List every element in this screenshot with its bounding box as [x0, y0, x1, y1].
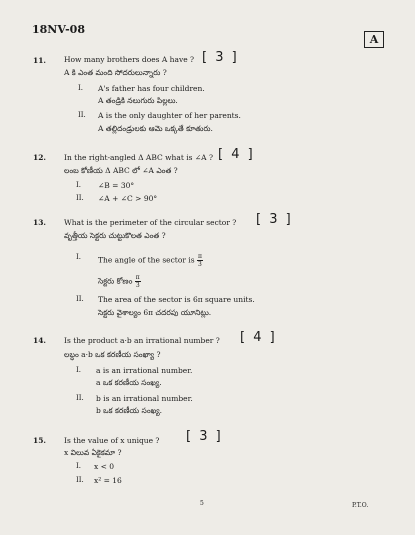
question-13-number: 13.: [33, 218, 47, 227]
q11-statement-1-telugu: A తండ్రికి నలుగురు పిల్లలు.: [98, 96, 178, 105]
q12-statement-1-roman: I.: [76, 181, 81, 189]
q12-statement-1-text: ∠B = 30°: [98, 181, 135, 190]
q15-statement-2-roman: II.: [76, 476, 84, 484]
question-14-text: Is the product a·b an irrational number ?: [64, 336, 220, 345]
q13-statement-1-label: The angle of the sector is: [98, 255, 195, 265]
q11-statement-1-text: A's father has four children.: [98, 84, 205, 93]
set-label-box: A: [364, 31, 384, 48]
question-12-telugu: లంబ కోణీయ Δ ABC లో ∠A ఎంత ?: [64, 166, 178, 175]
q15-statement-2-text: x² = 16: [94, 476, 122, 485]
fraction-denominator: 3: [135, 282, 140, 289]
fraction-denominator: 3: [198, 261, 202, 268]
q14-statement-1-text: a is an irrational number.: [96, 366, 193, 375]
question-13-telugu: వృత్తీయ సెక్టరు చుట్టుకొలత ఎంత ?: [64, 231, 166, 240]
q11-statement-1-roman: I.: [78, 84, 83, 92]
q13-statement-2-roman: II.: [76, 295, 84, 303]
question-14-number: 14.: [33, 336, 47, 345]
question-15-answer: [ 3 ]: [186, 429, 223, 444]
pto-label: P.T.O.: [352, 502, 369, 509]
question-13-answer: [ 3 ]: [256, 212, 293, 227]
q11-statement-2-telugu: A తల్లిదండ్రులకు ఆమె ఒక్కతే కూతురు.: [98, 124, 213, 133]
q12-statement-2-text: ∠A + ∠C > 90°: [98, 194, 158, 203]
q13-statement-1-telugu: [98, 274, 141, 289]
fraction-numerator: π: [197, 253, 202, 260]
q11-statement-2-roman: II.: [78, 111, 86, 119]
question-14-answer: [ 4 ]: [240, 330, 277, 345]
q13-statement-1-roman: I.: [76, 253, 81, 261]
q13-statement-2-telugu: సెక్టరు వైశాల్యం 6π చదరపు యూనిట్లు.: [98, 308, 212, 317]
pi-over-3-fraction-telugu: [135, 274, 141, 289]
question-12-text: In the right-angled Δ ABC what is ∠A ?: [64, 153, 213, 162]
q13-statement-2-text: The area of the sector is 6π square units.: [98, 295, 255, 304]
question-11-telugu: A కి ఎంత మంది సోదరులున్నారు ?: [64, 68, 167, 77]
question-15-telugu: x విలువ ఏకైకమా ?: [64, 448, 122, 457]
q11-statement-2-text: A is the only daughter of her parents.: [98, 111, 241, 120]
question-15-number: 15.: [33, 436, 47, 445]
question-12-number: 12.: [33, 153, 47, 162]
q12-statement-2-roman: II.: [76, 194, 84, 202]
question-12-answer: [ 4 ]: [218, 147, 255, 162]
q14-statement-2-telugu: b ఒక కరణీయ సంఖ్య.: [96, 406, 163, 415]
q14-statement-2-roman: II.: [76, 394, 84, 402]
pi-over-3-fraction: [197, 253, 203, 268]
question-14-telugu: లబ్ధం a·b ఒక కరణీయ సంఖ్యా ?: [64, 350, 161, 359]
question-11-number: 11.: [33, 56, 47, 65]
q13-statement-1-telugu-label: సెక్టరు కోణం: [98, 276, 133, 286]
question-11-answer: [ 3 ]: [202, 50, 239, 65]
q15-statement-1-roman: I.: [76, 462, 81, 470]
question-11-text: How many brothers does A have ?: [64, 55, 195, 64]
q14-statement-1-roman: I.: [76, 366, 81, 374]
q13-statement-1-text: [98, 253, 203, 268]
q14-statement-1-telugu: a ఒక కరణీయ సంఖ్య.: [96, 378, 162, 387]
question-15-text: Is the value of x unique ?: [64, 436, 160, 445]
fraction-numerator: π: [135, 274, 140, 281]
q14-statement-2-text: b is an irrational number.: [96, 394, 193, 403]
q15-statement-1-text: x < 0: [94, 462, 115, 471]
page-number: 5: [200, 500, 204, 507]
question-13-text: What is the perimeter of the circular sector ?: [64, 218, 237, 227]
paper-code: 18NV-08: [32, 23, 85, 36]
